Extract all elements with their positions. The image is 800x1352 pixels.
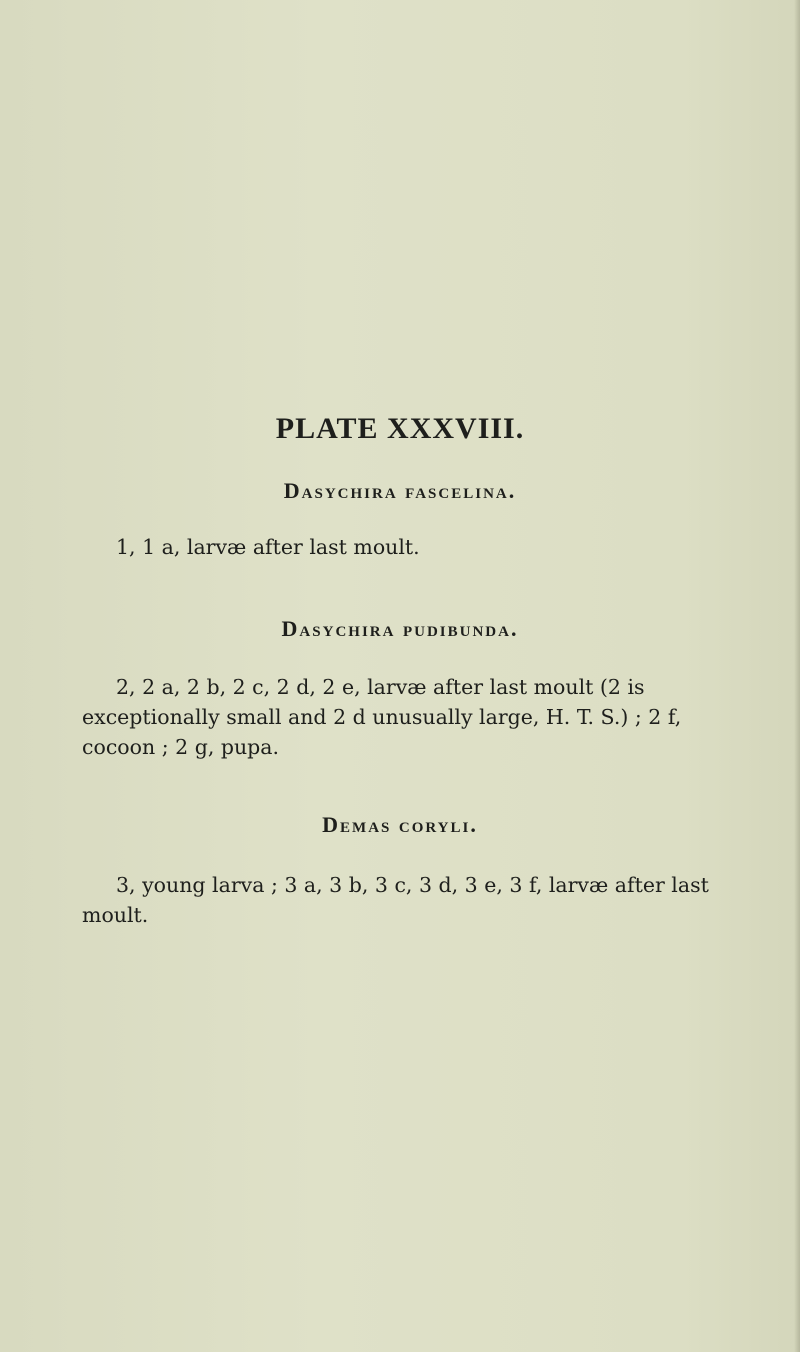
page-edge-shadow (794, 0, 800, 1352)
plate-title: PLATE XXXVIII. (275, 412, 525, 445)
species-heading-dasychira-pudibunda: Dasychira pudibunda. (281, 616, 519, 641)
species-heading-dasychira-fascelina: Dasychira fascelina. (283, 478, 517, 503)
plate-entry-coryli: 3, young larva ; 3 a, 3 b, 3 c, 3 d, 3 e, 3 f, larvæ after last moult. (82, 873, 709, 927)
plate-entry-fascelina: 1, 1 a, larvæ after last moult. (116, 535, 420, 559)
species-heading-demas-coryli: Demas coryli. (322, 812, 478, 837)
plate-entry-pudibunda: 2, 2 a, 2 b, 2 c, 2 d, 2 e, larvæ after last moult (2 is exceptionally small and 2 d unusually large, H. T. S.) ; 2 f, cocoon ; 2 g, pupa. (82, 675, 682, 759)
